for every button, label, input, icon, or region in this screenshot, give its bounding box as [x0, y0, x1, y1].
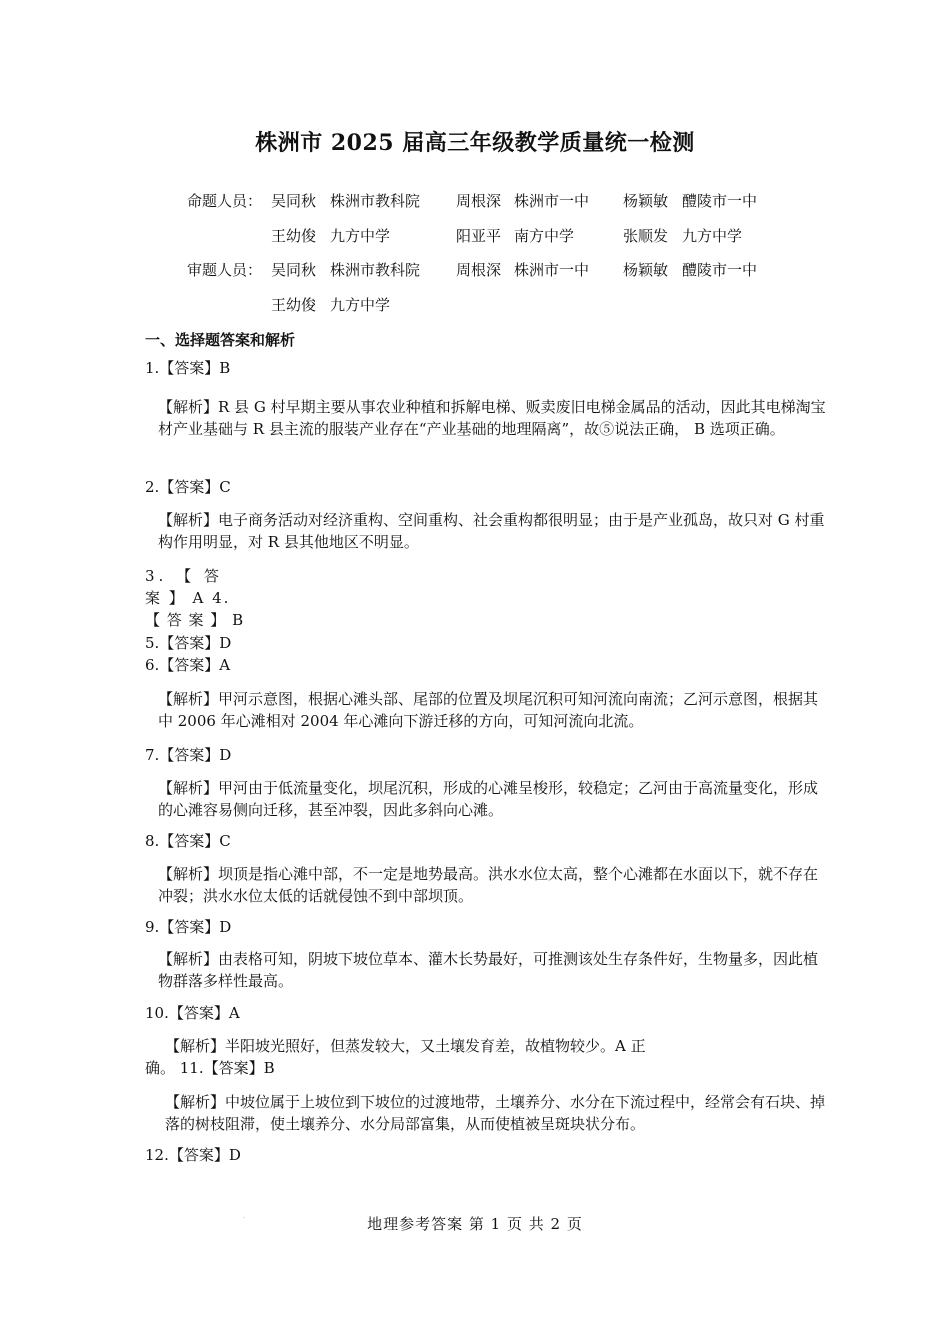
explanation: 【解析】R 县 G 村早期主要从事农业种植和拆解电梯、贩卖废旧电梯金属品的活动，因此其电梯淘宝材产业基础与 R 县主流的服装产业存在“产业基础的地理隔离”，故⑤说法正确， B 选项正确。	[158, 398, 826, 438]
staff-org: 南方中学	[514, 227, 575, 245]
answer-line: 6.【答案】A	[145, 656, 231, 674]
answer-line: 【 答 案 】 B	[145, 611, 245, 629]
staff-org: 醴陵市一中	[682, 192, 758, 210]
answer-line: 确。 11.【答案】B	[145, 1059, 275, 1077]
staff-name: 王幼俊	[271, 296, 317, 314]
proposers-row-1	[0, 190, 950, 214]
answer-line: 7.【答案】D	[145, 746, 232, 764]
proposers-label: 命题人员：	[187, 192, 263, 210]
explanation: 【解析】中坡位属于上坡位到下坡位的过渡地带，土壤养分、水分在下流过程中，经常会有石块、掉落的树枝阻滞，使土壤养分、水分局部富集，从而使植被呈斑块状分布。	[165, 1093, 826, 1133]
answer-line: 10.【答案】A	[145, 1004, 240, 1022]
reviewers-label: 审题人员：	[187, 261, 263, 279]
staff-org: 株洲市一中	[514, 192, 590, 210]
explanation: 【解析】甲河由于低流量变化，坝尾沉积，形成的心滩呈梭形，较稳定；乙河由于高流量变化，形成的心滩容易侧向迁移，甚至冲裂，因此多斜向心滩。	[158, 779, 819, 819]
staff-org: 株洲市教科院	[330, 261, 421, 279]
reviewers-row-1	[0, 259, 950, 283]
staff-org: 九方中学	[330, 227, 391, 245]
staff-org: 株洲市教科院	[330, 192, 421, 210]
staff-org: 醴陵市一中	[682, 261, 758, 279]
staff-org: 九方中学	[682, 227, 743, 245]
explanation: 【解析】电子商务活动对经济重构、空间重构、社会重构都很明显；由于是产业孤岛，故只对 G 村重构作用明显，对 R 县其他地区不明显。	[158, 511, 825, 551]
answer-line: 8.【答案】C	[145, 832, 231, 850]
staff-name: 周根深	[456, 261, 502, 279]
staff-name: 周根深	[456, 192, 502, 210]
answer-line: 5.【答案】D	[145, 634, 232, 652]
staff-name: 王幼俊	[271, 227, 317, 245]
answer-line: 9.【答案】D	[145, 918, 232, 936]
page-footer: 地理参考答案 第 1 页 共 2 页	[367, 1215, 583, 1233]
staff-name: 吴同秋	[271, 261, 317, 279]
staff-org: 株洲市一中	[514, 261, 590, 279]
staff-name: 吴同秋	[271, 192, 317, 210]
reviewers-row-2	[0, 294, 950, 318]
answer-line: 案 】 A 4.	[145, 589, 231, 607]
staff-name: 张顺发	[623, 227, 669, 245]
explanation: 【解析】由表格可知，阴坡下坡位草本、灌木长势最好，可推测该处生存条件好，生物量多，因此植物群落多样性最高。	[158, 950, 819, 990]
staff-org: 九方中学	[330, 296, 391, 314]
section-heading: 一、选择题答案和解析	[145, 331, 296, 349]
staff-name: 杨颖敏	[623, 192, 669, 210]
page-mark: .	[243, 1213, 245, 1220]
answer-line: 2.【答案】C	[145, 478, 231, 496]
explanation: 【解析】半阳坡光照好，但蒸发较大，又土壤发育差，故植物较少。A 正	[165, 1037, 646, 1055]
answer-line: 12.【答案】D	[145, 1146, 241, 1164]
page-title: 株洲市 2025 届高三年级教学质量统一检测	[255, 130, 695, 156]
staff-name: 阳亚平	[456, 227, 502, 245]
proposers-row-2	[0, 225, 950, 249]
answer-line: 1.【答案】B	[145, 359, 231, 377]
explanation: 【解析】坝顶是指心滩中部，不一定是地势最高。洪水水位太高，整个心滩都在水面以下，就不存在冲裂；洪水水位太低的话就侵蚀不到中部坝顶。	[158, 865, 819, 905]
explanation: 【解析】甲河示意图，根据心滩头部、尾部的位置及坝尾沉积可知河流向南流；乙河示意图，根据其中 2006 年心滩相对 2004 年心滩向下游迁移的方向，可知河流向北流。	[158, 690, 819, 730]
answer-line: 3. 【 答	[145, 567, 223, 585]
staff-name: 杨颖敏	[623, 261, 669, 279]
